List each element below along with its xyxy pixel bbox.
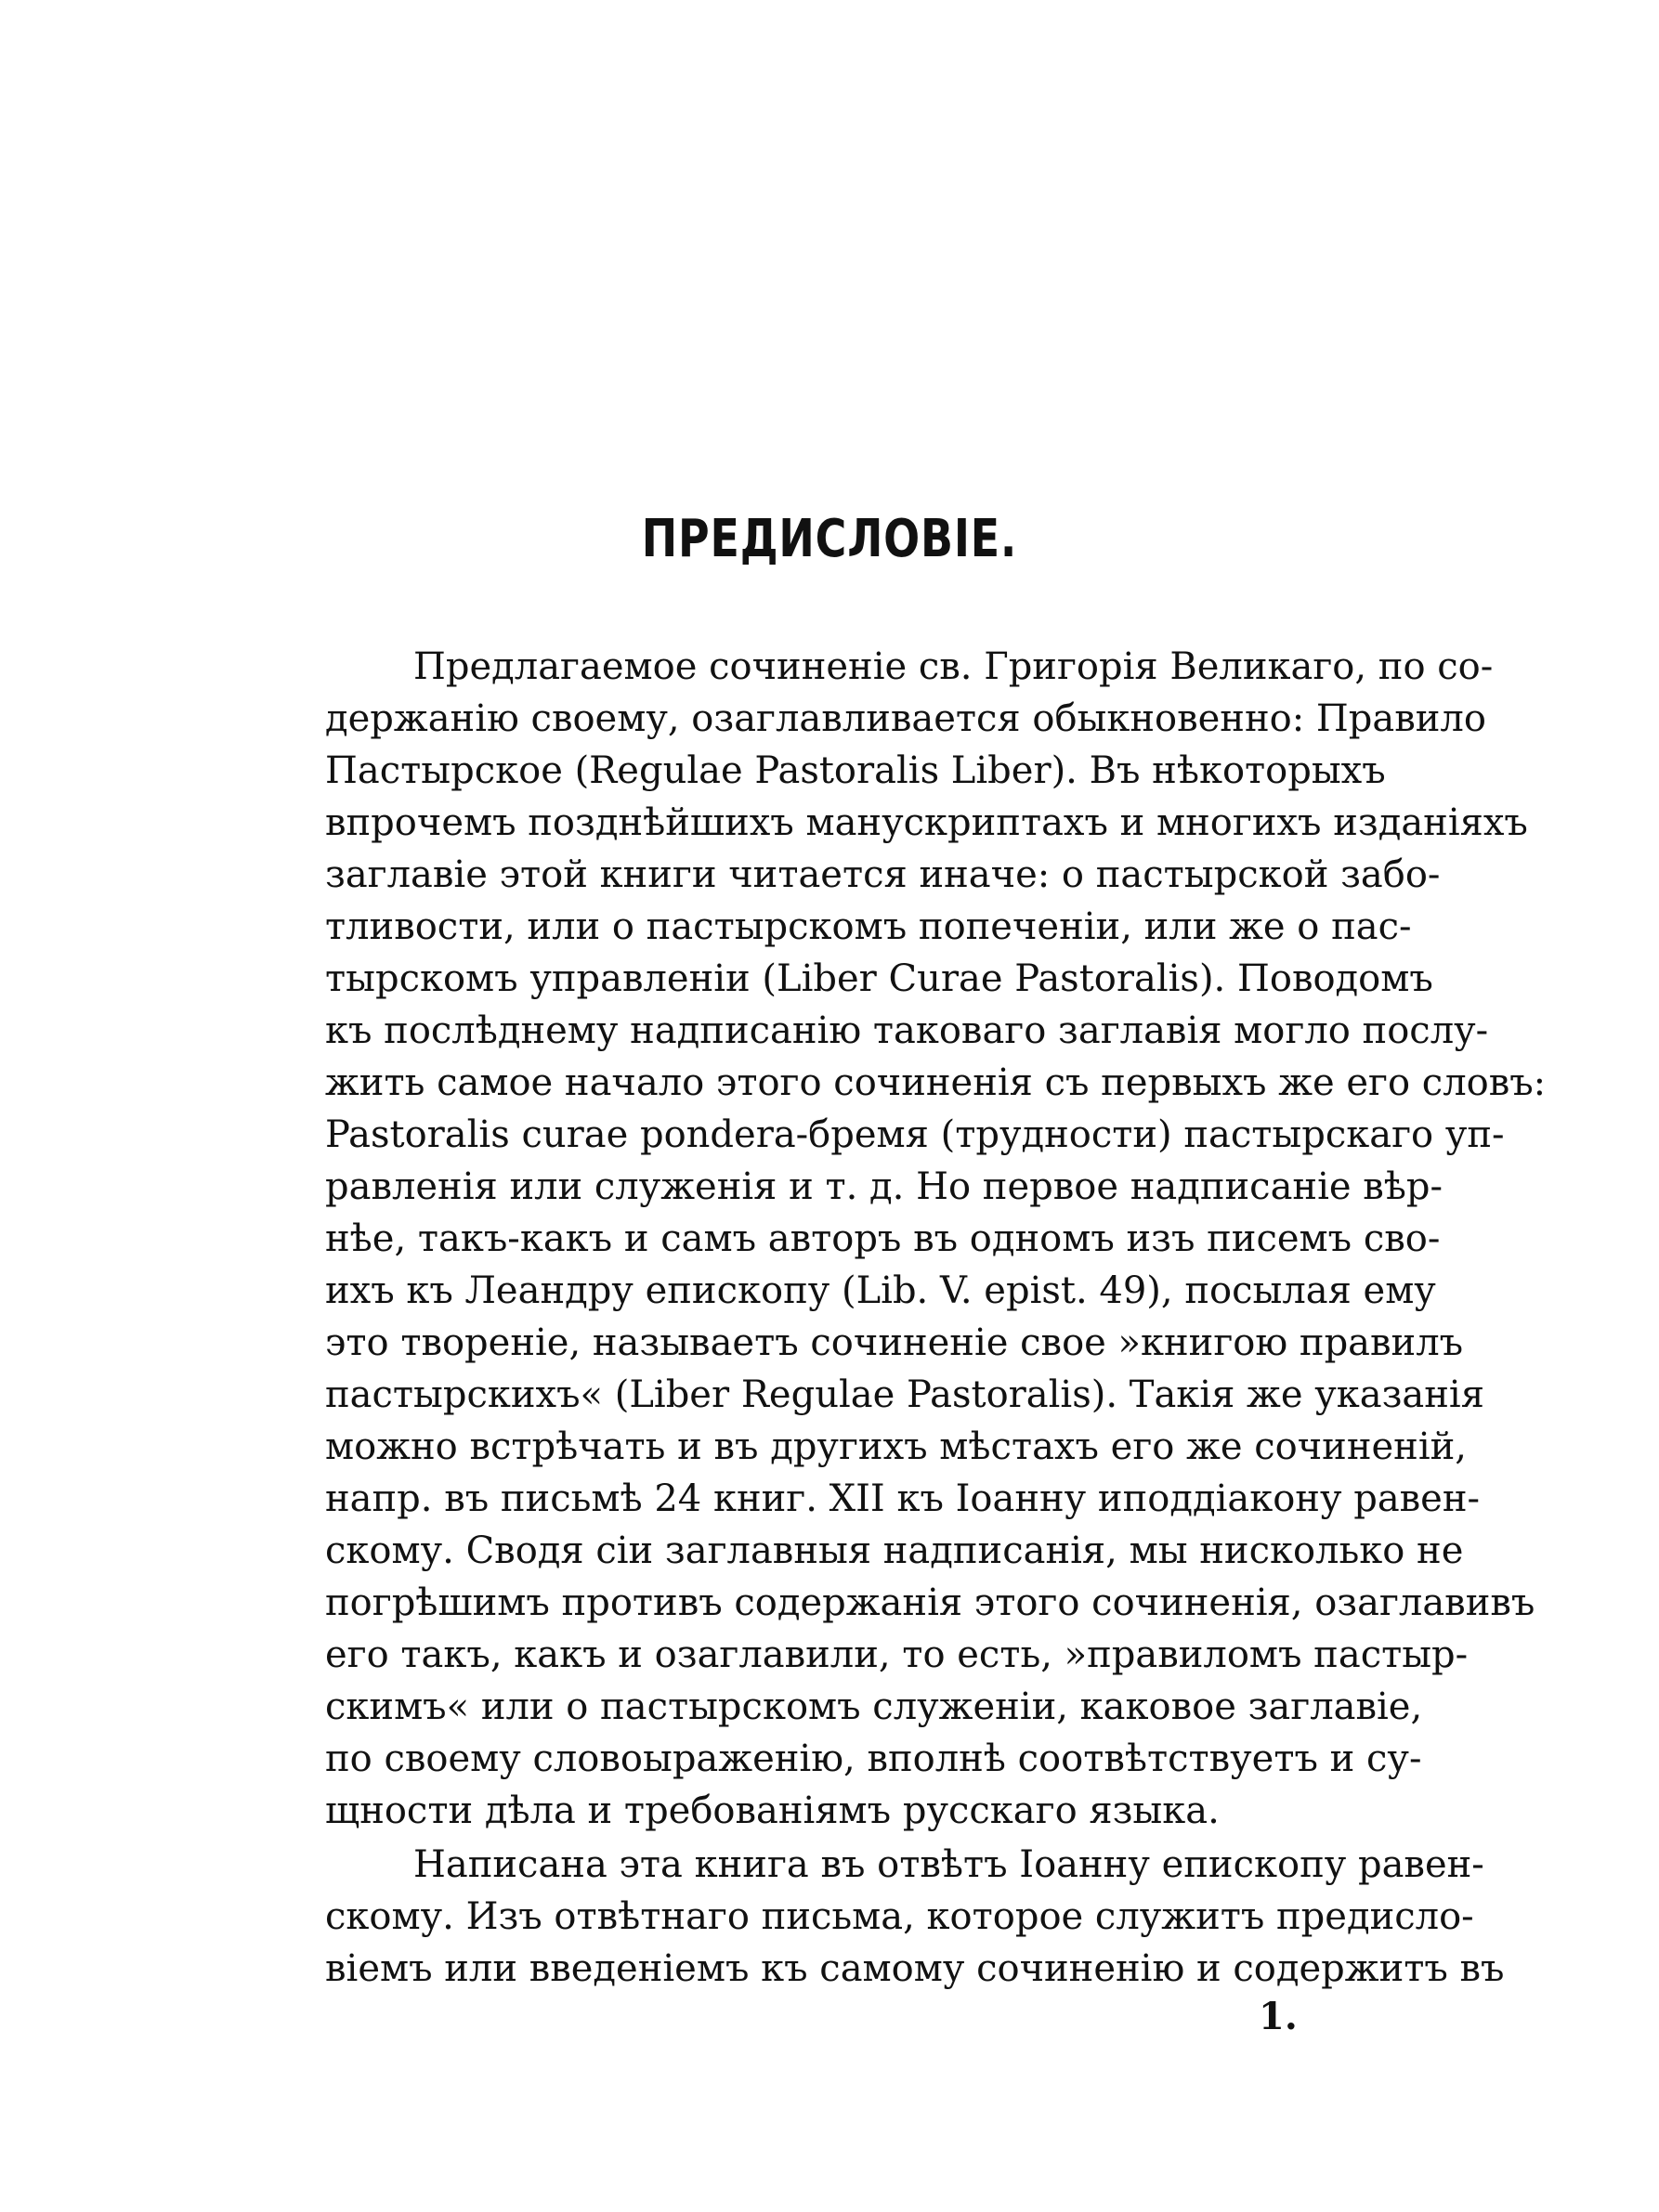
text-line: скому. Сводя сіи заглавныя надписанія, мы нисколько не xyxy=(325,1529,1464,1572)
text-line: Предлагаемое сочиненіе св. Григорія Великаго, по со- xyxy=(413,645,1494,688)
text-line: заглавіе этой книги читается иначе: о пастырской забо- xyxy=(325,853,1441,896)
text-line: Пастырское (Regulae Pastoralis Liber). Въ нѣкоторыхъ xyxy=(325,749,1386,792)
text-line: тливости, или о пастырскомъ попеченіи, или же о пас- xyxy=(325,905,1412,948)
text-line: по своему словоыраженію, вполнѣ соотвѣтствуетъ и су- xyxy=(325,1737,1422,1780)
text-line: это твореніе, называетъ сочиненіе свое »книгою правилъ xyxy=(325,1321,1464,1364)
text-line: ихъ къ Леандру епископу (Lib. V. epist. 49), посылая ему xyxy=(325,1269,1436,1312)
page-number: 1. xyxy=(1259,1995,1298,2038)
text-line: пастырскихъ« (Liber Regulae Pastoralis). Такія же указанія xyxy=(325,1373,1484,1416)
text-line: его такъ, какъ и озаглавили, то есть, »правиломъ пастыр- xyxy=(325,1633,1469,1676)
text-line: напр. въ письмѣ 24 книг. XII къ Іоанну иподдіакону равен- xyxy=(325,1477,1481,1520)
text-line: щности дѣла и требованіямъ русскаго языка. xyxy=(325,1789,1220,1832)
text-line: скимъ« или о пастырскомъ служеніи, каковое заглавіе, xyxy=(325,1685,1423,1728)
text-line: Написана эта книга въ отвѣтъ Іоанну епископу равен- xyxy=(413,1843,1484,1886)
text-line: тырскомъ управленіи (Liber Curae Pastoralis). Поводомъ xyxy=(325,957,1433,1000)
text-line: скому. Изъ отвѣтнаго письма, которое служитъ предисло- xyxy=(325,1895,1474,1938)
text-line: можно встрѣчать и въ другихъ мѣстахъ его же сочиненій, xyxy=(325,1425,1468,1468)
text-line: къ послѣднему надписанію таковаго заглавія могло послу- xyxy=(325,1009,1489,1052)
text-line: равленія или служенія и т. д. Но первое надписаніе вѣр- xyxy=(325,1165,1443,1208)
text-line: нѣе, такъ-какъ и самъ авторъ въ одномъ изъ писемъ сво- xyxy=(325,1217,1441,1260)
text-line: впрочемъ позднѣйшихъ манускриптахъ и многихъ изданіяхъ xyxy=(325,801,1528,844)
text-line: Pastoralis curae pondera-бремя (трудности) пастырскаго уп- xyxy=(325,1113,1505,1156)
page-title: ПРЕДИСЛОВІЕ. xyxy=(641,509,1018,569)
text-line: віемъ или введеніемъ къ самому сочиненію и содержитъ въ xyxy=(325,1947,1505,1990)
text-line: держанію своему, озаглавливается обыкновенно: Правило xyxy=(325,697,1486,740)
text-line: жить самое начало этого сочиненія съ первыхъ же его словъ: xyxy=(325,1061,1547,1104)
text-line: погрѣшимъ противъ содержанія этого сочиненія, озаглавивъ xyxy=(325,1581,1535,1624)
